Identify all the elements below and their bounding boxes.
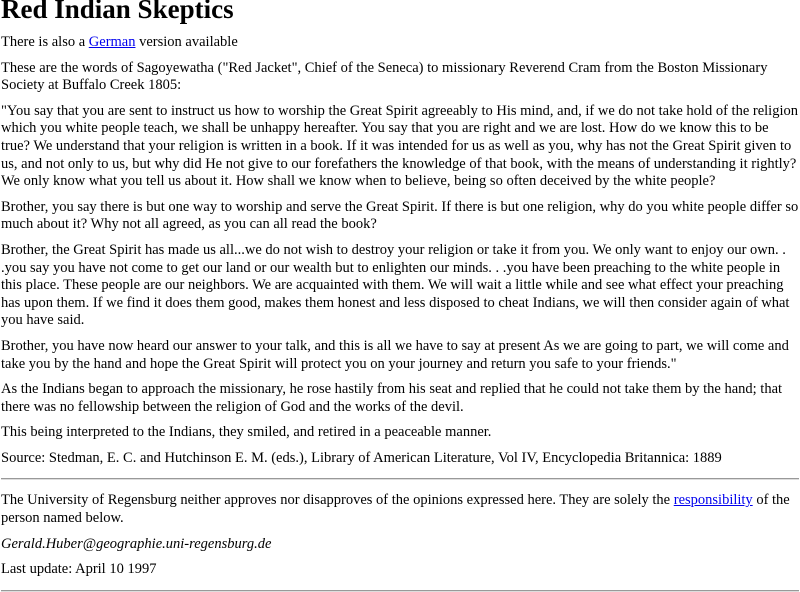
page-title: Red Indian Skeptics [1, 0, 234, 24]
paragraph-speech-3: Brother, the Great Spirit has made us all...we do not wish to destroy your religion or take it from you. We only want to enjoy our own. . .you say you have not come to get our land or our wealth but to enlighten our minds. . .you have been preaching to the white people in this place. These people are our neighbors. We are acquainted with them. We will wait a little while and see what effect your preaching has upon them. If we find it does them good, makes them honest and less disposed to cheat Indians, we will then consider again of what you have said. [1, 241, 790, 329]
source-citation: Source: Stedman, E. C. and Hutchinson E. M. (eds.), Library of American Literature, Vol IV, Encyclopedia Britannica: 1889 [1, 449, 722, 466]
author-email: Gerald.Huber@geographie.uni-regensburg.de [1, 535, 272, 552]
divider [1, 478, 799, 480]
paragraph-interpreted: This being interpreted to the Indians, they smiled, and retired in a peaceable manner. [1, 424, 492, 441]
last-update: Last update: April 10 1997 [1, 561, 157, 578]
german-version-link[interactable]: German [88, 34, 136, 50]
paragraph-aftermath: As the Indians began to approach the missionary, he rose hastily from his seat and replied that he could not take them by the hand; that there was no fellowship between the religion of God and the works of the devil. [1, 381, 783, 415]
intro-text [1, 34, 799, 52]
disclaimer [1, 492, 799, 527]
disclaimer-before: The University of Regensburg neither approves nor disapproves of the opinions expressed here. They are solely the [1, 492, 674, 509]
paragraph-speech-1: "You say that you are sent to instruct us how to worship the Great Spirit agreeably to His mind, and, if we do not take hold of the religion which you white people teach, we shall be unhappy hereafter. You say that you are right and we are lost. How do we know this to be true? We understand that your religion is written in a book. If it was intended for us as well as you, why has not the Great Spirit given to us, and not only to us, but why did He not give to our forefathers the knowledge of that book, with the means of understanding it rightly? We only know what you tell us about it. How shall we know when to believe, being so often deceived by the white people? [1, 102, 798, 190]
paragraph-context: These are the words of Sagoyewatha ("Red Jacket", Chief of the Seneca) to missionary Reverend Cram from the Boston Missionary Society at Buffalo Creek 1805: [1, 59, 768, 94]
responsibility-link[interactable]: responsibility [673, 492, 753, 509]
intro-after: version available [135, 34, 238, 50]
intro-before: There is also a [1, 34, 89, 50]
disclaimer-after: of the person named below. [1, 492, 790, 527]
paragraph-speech-2: Brother, you say there is but one way to worship and serve the Great Spirit. If there is but one religion, why do you white people differ so much about it? Why not all agreed, as you can all read the book? [1, 198, 799, 233]
paragraph-speech-4: Brother, you have now heard our answer to your talk, and this is all we have to say at present As we are going to part, we will come and take you by the hand and hope the Great Spirit will protect you on your journey and return you safe to your friends." [1, 337, 789, 372]
